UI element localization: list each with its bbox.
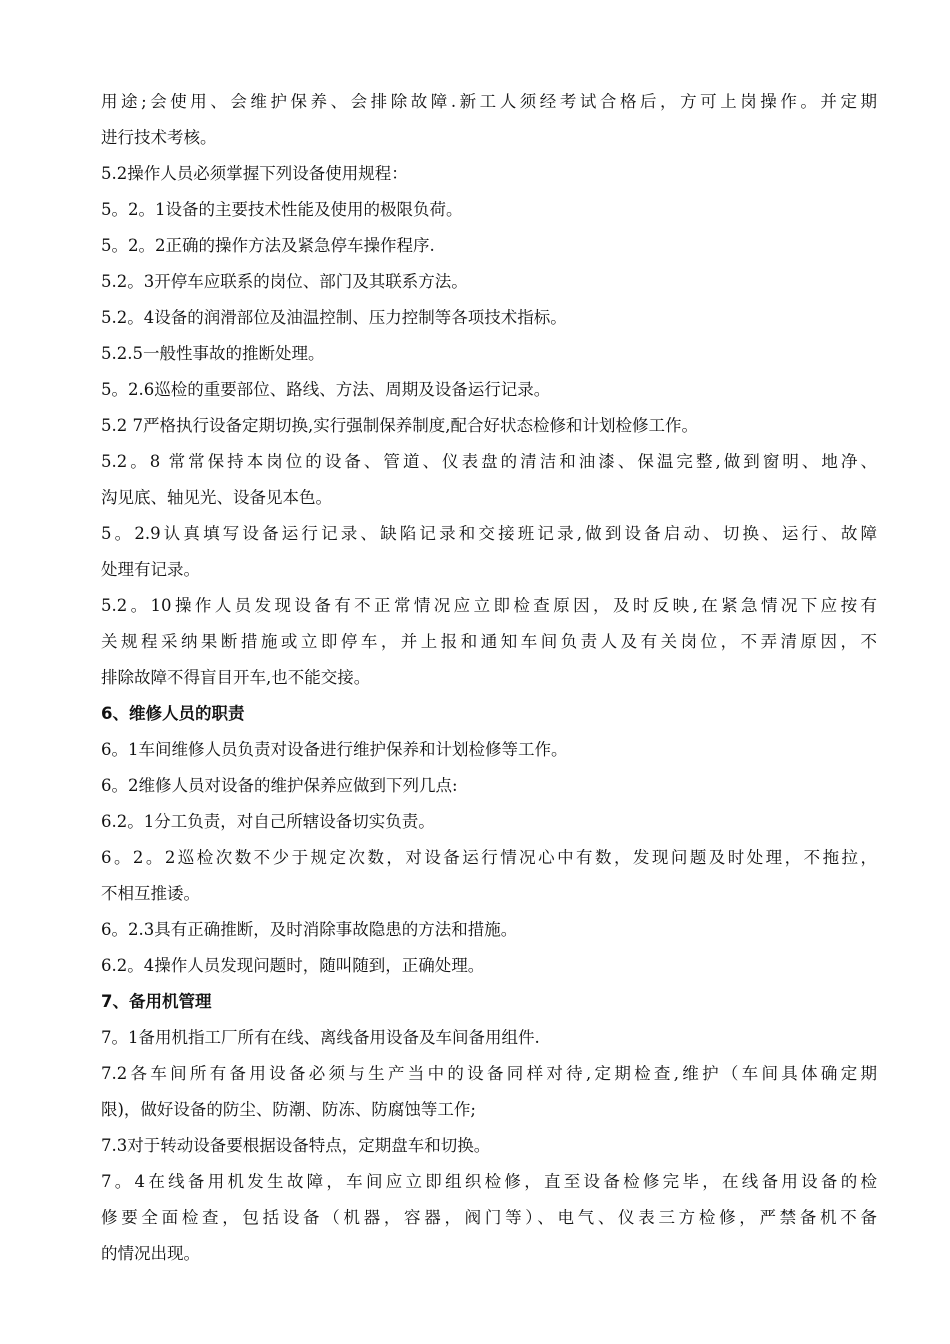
- text-line: 处理有记录。: [101, 560, 200, 579]
- text-line: 的情况出现。: [101, 1244, 200, 1263]
- text-line: 5.2.5一般性事故的推断处理。: [101, 344, 325, 363]
- paragraph: [101, 300, 877, 336]
- paragraph: [101, 84, 877, 156]
- text-line: 修要全面检查，包括设备（机器，容器，阀门等）、电气、仪表三方检修，严禁备机不备: [101, 1208, 877, 1227]
- text-line: 7。4在线备用机发生故障，车间应立即组织检修，直至设备检修完毕，在线备用设备的检: [101, 1172, 877, 1191]
- text-line: 7、备用机管理: [101, 992, 212, 1011]
- text-line: 5.2。4设备的润滑部位及油温控制、压力控制等各项技术指标。: [101, 308, 567, 327]
- text-line: 5.2。10操作人员发现设备有不正常情况应立即检查原因，及时反映,在紧急情况下应按有: [101, 596, 877, 615]
- paragraph: [101, 192, 877, 228]
- paragraph: [101, 336, 877, 372]
- text-line: 进行技术考核。: [101, 128, 217, 147]
- text-line: 6。2.3具有正确推断，及时消除事故隐患的方法和措施。: [101, 920, 518, 939]
- paragraph: [101, 516, 877, 588]
- text-line: 6。1车间维修人员负责对设备进行维护保养和计划检修等工作。: [101, 740, 568, 759]
- paragraph: [101, 804, 877, 840]
- text-line: 排除故障不得盲目开车,也不能交接。: [101, 668, 371, 687]
- paragraph: [101, 372, 877, 408]
- text-line: 6。2维修人员对设备的维护保养应做到下列几点:: [101, 776, 458, 795]
- text-line: 关规程采纳果断措施或立即停车，并上报和通知车间负责人及有关岗位，不弄清原因，不: [101, 632, 877, 651]
- paragraph: [101, 156, 877, 192]
- paragraph: [101, 1056, 877, 1128]
- text-line: 6、维修人员的职责: [101, 704, 245, 723]
- text-line: 沟见底、轴见光、设备见本色。: [101, 488, 332, 507]
- paragraph: [101, 264, 877, 300]
- text-line: 5.2。8 常常保持本岗位的设备、管道、仪表盘的清洁和油漆、保温完整,做到窗明、地净、: [101, 452, 877, 471]
- document-body: [101, 84, 877, 1272]
- text-line: 用途;会使用、会维护保养、会排除故障.新工人须经考试合格后，方可上岗操作。并定期: [101, 92, 877, 111]
- text-line: 限)，做好设备的防尘、防潮、防冻、防腐蚀等工作;: [101, 1100, 476, 1119]
- text-line: 5.2操作人员必须掌握下列设备使用规程：: [101, 164, 408, 183]
- text-line: 5.2 7严格执行设备定期切换,实行强制保养制度,配合好状态检修和计划检修工作。: [101, 416, 698, 435]
- text-line: 5.2。3开停车应联系的岗位、部门及其联系方法。: [101, 272, 468, 291]
- paragraph: [101, 408, 877, 444]
- text-line: 6.2。4操作人员发现问题时，随叫随到，正确处理。: [101, 956, 485, 975]
- section-heading: [101, 696, 877, 732]
- paragraph: [101, 228, 877, 264]
- text-line: 5。2.9认真填写设备运行记录、缺陷记录和交接班记录,做到设备启动、切换、运行、故障: [101, 524, 877, 543]
- text-line: 7.2各车间所有备用设备必须与生产当中的设备同样对待,定期检查,维护（车间具体确定期: [101, 1064, 877, 1083]
- text-line: 7。1备用机指工厂所有在线、离线备用设备及车间备用组件.: [101, 1028, 540, 1047]
- paragraph: [101, 948, 877, 984]
- paragraph: [101, 1020, 877, 1056]
- paragraph: [101, 840, 877, 912]
- section-heading: [101, 984, 877, 1020]
- text-line: 5。2。2正确的操作方法及紧急停车操作程序.: [101, 236, 435, 255]
- text-line: 5。2.6巡检的重要部位、路线、方法、周期及设备运行记录。: [101, 380, 551, 399]
- paragraph: [101, 768, 877, 804]
- text-line: 6.2。1分工负责，对自己所辖设备切实负责。: [101, 812, 435, 831]
- paragraph: [101, 912, 877, 948]
- paragraph: [101, 732, 877, 768]
- paragraph: [101, 588, 877, 696]
- text-line: 7.3对于转动设备要根据设备特点，定期盘车和切换。: [101, 1136, 491, 1155]
- paragraph: [101, 444, 877, 516]
- text-line: 6。2。2巡检次数不少于规定次数，对设备运行情况心中有数，发现问题及时处理，不拖拉，: [101, 848, 877, 867]
- paragraph: [101, 1164, 877, 1272]
- text-line: 不相互推诿。: [101, 884, 200, 903]
- text-line: 5。2。1设备的主要技术性能及使用的极限负荷。: [101, 200, 463, 219]
- paragraph: [101, 1128, 877, 1164]
